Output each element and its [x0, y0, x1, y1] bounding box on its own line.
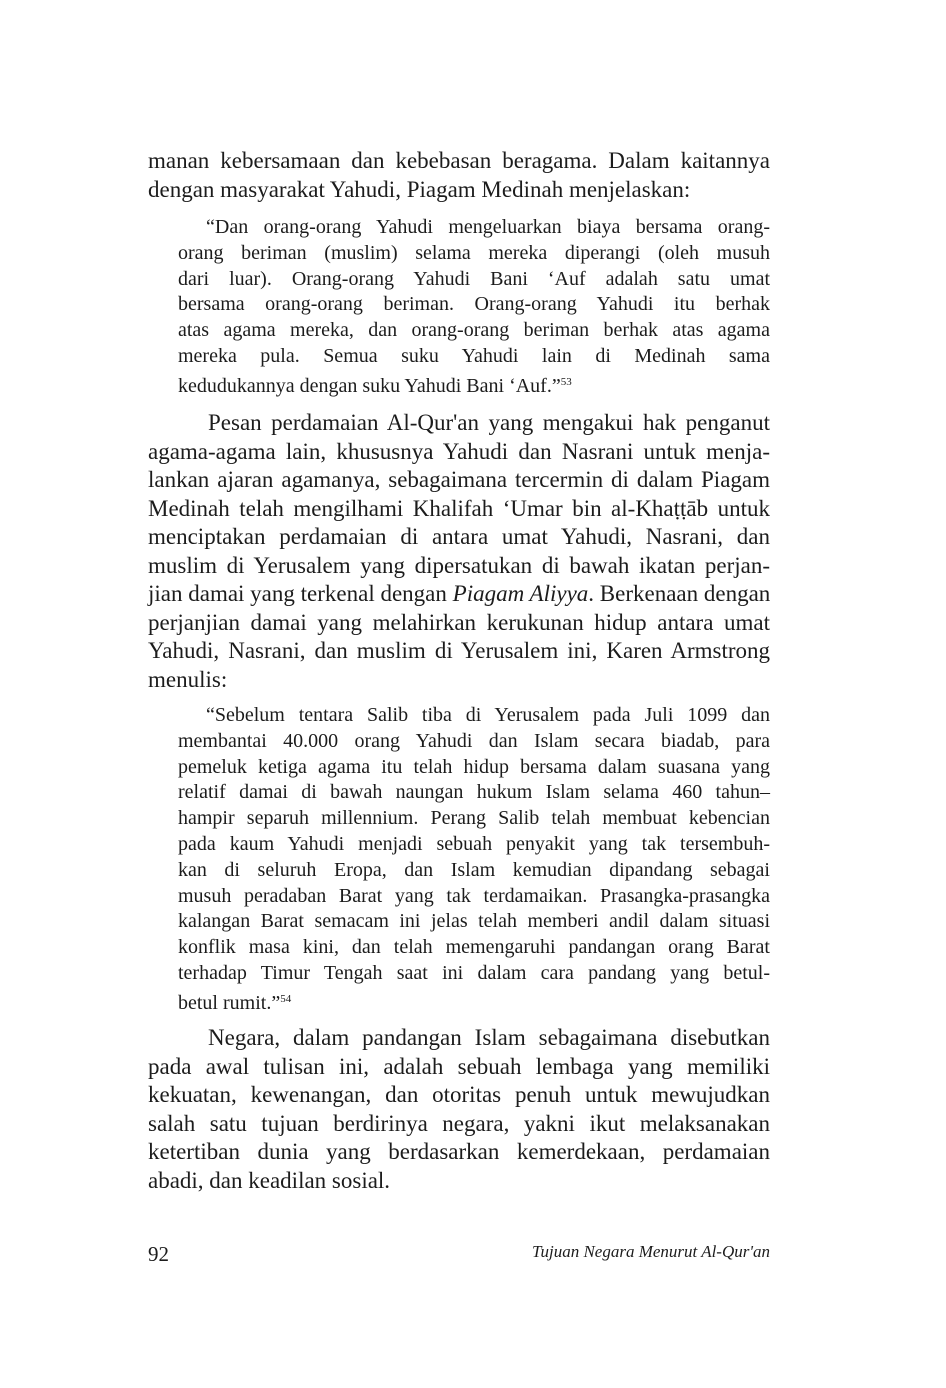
block-quote-karen-armstrong: [178, 703, 770, 1013]
quote-line: terhadap Timur Tengah saat ini dalam cara pandang yang betul-: [178, 961, 770, 984]
text-line: lankan ajaran agamanya, sebagaimana tercermin di dalam Piagam: [148, 467, 770, 492]
quote-line: kalangan Barat semacam ini jelas telah memberi andil dalam situasi: [178, 910, 770, 933]
text-line: [148, 580, 770, 609]
text-line: Medinah telah mengilhami Khalifah ‘Umar bin al-Khaṭṭāb untuk: [148, 495, 770, 521]
paragraph-continuation: [148, 147, 770, 204]
italic-term-piagam-aliyya: Piagam Aliyya: [452, 581, 589, 606]
block-quote-piagam-medinah: [178, 215, 770, 396]
text-line: abadi, dan keadilan sosial.: [148, 1167, 391, 1193]
text-line: manan kebersamaan dan kebebasan beragama. Dalam kaitannya: [148, 148, 770, 173]
quote-line: orang beriman (muslim) selama mereka diperangi (oleh musuh: [178, 241, 770, 264]
quote-line: pada kaum Yahudi menjadi sebuah penyakit yang tak tersembuh-: [178, 832, 770, 855]
quote-line: “Sebelum tentara Salib tiba di Yerusalem pada Juli 1099 dan: [206, 704, 770, 726]
text-line: muslim di Yerusalem yang dipersatukan di bawah ikatan perjan-: [148, 552, 770, 578]
paragraph-pesan-perdamaian: [148, 409, 770, 694]
paragraph-negara: [148, 1024, 770, 1195]
quote-line: mereka pula. Semua suku Yahudi lain di Medinah sama: [178, 344, 770, 367]
text-line: perjanjian damai yang melahirkan kerukunan hidup antara umat: [148, 609, 770, 635]
text-line: pada awal tulisan ini, adalah sebuah lembaga yang memiliki: [148, 1053, 770, 1079]
quote-line: dari luar). Orang-orang Yahudi Bani ‘Auf adalah satu umat: [178, 267, 770, 290]
quote-line: “Dan orang-orang Yahudi mengeluarkan biaya bersama orang-: [206, 216, 770, 238]
quote-line: musuh peradaban Barat yang tak terdamaikan. Prasangka-prasangka: [178, 884, 770, 907]
text-line: Negara, dalam pandangan Islam sebagaimana disebutkan: [208, 1025, 770, 1050]
text-line: dengan masyarakat Yahudi, Piagam Medinah menjelaskan:: [148, 176, 691, 202]
quote-line: pemeluk ketiga agama itu telah hidup bersama dalam suasana yang: [178, 755, 770, 778]
quote-line: [178, 370, 770, 396]
quote-line: membantai 40.000 orang Yahudi dan Islam secara biadab, para: [178, 729, 770, 752]
quote-line: [178, 987, 770, 1013]
footnote-ref-53[interactable]: 53: [560, 375, 572, 388]
text-span: . Berkenaan dengan: [588, 581, 771, 606]
text-line: agama-agama lain, khususnya Yahudi dan Nasrani untuk menja-: [148, 438, 770, 464]
text-span: jian damai yang terkenal dengan: [148, 581, 453, 606]
text-line: kekuatan, kewenangan, dan otoritas penuh untuk mewujudkan: [148, 1082, 770, 1107]
page-number: 92: [148, 1242, 169, 1266]
quote-line: bersama orang-orang beriman. Orang-orang Yahudi itu berhak: [178, 293, 770, 316]
text-line: Pesan perdamaian Al-Qur'an yang mengakui hak penganut: [208, 410, 770, 435]
quote-line: atas agama mereka, dan orang-orang beriman berhak atas agama: [178, 319, 770, 342]
quote-line-text: betul rumit.”: [178, 991, 281, 1014]
quote-line-text: kedudukannya dengan suku Yahudi Bani ‘Auf.”: [178, 374, 561, 397]
quote-line: kan di seluruh Eropa, dan Islam kemudian dipandang sebagai: [178, 858, 770, 881]
quote-line: konflik masa kini, dan telah memengaruhi pandangan orang Barat: [178, 936, 770, 959]
text-line: menulis:: [148, 666, 228, 692]
text-line: menciptakan perdamaian di antara umat Yahudi, Nasrani, dan: [148, 524, 770, 549]
quote-line: relatif damai di bawah naungan hukum Islam selama 460 tahun–: [178, 781, 770, 804]
text-line: ketertiban dunia yang berdasarkan kemerdekaan, perdamaian: [148, 1139, 770, 1164]
footnote-ref-54[interactable]: 54: [280, 992, 292, 1005]
running-title: Tujuan Negara Menurut Al-Qur'an: [531, 1242, 770, 1261]
text-line: Yahudi, Nasrani, dan muslim di Yerusalem ini, Karen Armstrong: [148, 638, 770, 663]
quote-line: hampir separuh millennium. Perang Salib telah membuat kebencian: [178, 807, 770, 830]
text-line: salah satu tujuan berdirinya negara, yakni ikut melaksanakan: [148, 1110, 770, 1136]
